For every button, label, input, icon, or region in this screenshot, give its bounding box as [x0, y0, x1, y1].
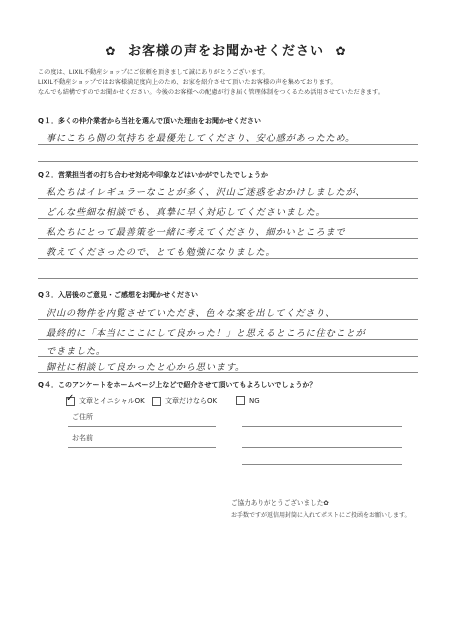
answer-rule: [38, 161, 418, 162]
title-text: お客様の声をお聞かせください: [127, 44, 324, 59]
answer-rule: [38, 238, 418, 239]
answer-rule: [38, 319, 418, 320]
checkbox[interactable]: [152, 397, 161, 406]
question-3: Q３．入居後のご意見・ご感想をお聞かせください: [38, 291, 198, 299]
option-label: 文章とイニシャルOK: [79, 397, 145, 405]
name-label: お名前: [72, 434, 93, 442]
answer-2-line: 教えてくださったので、とても勉強になりました。: [46, 247, 276, 258]
return-note: お手数ですが返信用封筒に入れてポストにご投函をお願いします。: [231, 512, 411, 519]
answer-1-line: 事にこちら側の気持ちを最優先してくださり、安心感があったため。: [46, 133, 356, 144]
checkbox[interactable]: [66, 392, 75, 406]
option-text-only[interactable]: [152, 396, 217, 406]
answer-rule: [38, 339, 418, 340]
option-label: NG: [249, 396, 260, 405]
check-icon: ✓: [66, 392, 75, 404]
answer-rule: [38, 356, 418, 357]
answer-rule: [38, 198, 418, 199]
intro-line: LIXIL不動産ショップではお客様満足度向上のため、お家を紹介させて頂いたお客様の声を集めております。: [38, 79, 337, 86]
option-ng[interactable]: [236, 396, 260, 405]
name-line: [242, 447, 402, 448]
answer-2-line: 私たちにとって最善策を一緒に考えてくださり、細かいところまで: [46, 227, 346, 238]
flower-icon: ✿: [105, 44, 117, 58]
flower-icon: ✿: [335, 44, 347, 58]
intro-line: この度は、LIXIL不動産ショップにご依頼を頂きまして誠にありがとうございます。: [38, 69, 269, 76]
answer-3-line: 御社に相談して良かったと心から思います。: [46, 362, 246, 373]
answer-rule: [38, 278, 418, 279]
question-2: Q２．営業担当者の打ち合わせ対応や印象などはいかがでしたでしょうか: [38, 171, 268, 179]
answer-rule: [38, 144, 418, 145]
option-label: 文章だけならOK: [165, 397, 218, 405]
intro-text: [38, 68, 418, 98]
question-1: Q１．多くの仲介業者から当社を選んで頂いた理由をお聞かせください: [38, 117, 261, 125]
checkbox[interactable]: [236, 396, 245, 405]
page-title: [0, 40, 452, 59]
address-line: [68, 426, 216, 427]
answer-2-line: どんな些細な相談でも、真摯に早く対応してくださいました。: [46, 207, 326, 218]
answer-3-line: できました。: [46, 346, 106, 357]
answer-rule: [38, 258, 418, 259]
answer-rule: [38, 218, 418, 219]
answer-3-line: 沢山の物件を内覧させていただき、色々な案を出してくださり、: [46, 308, 336, 319]
question-4: Q４．このアンケートをホームページ上などで紹介させて頂いてもよろしいでしょうか？: [38, 381, 317, 389]
intro-line: なんでも結構ですのでお聞かせください。今後のお客様への配慮が行き届く管理体制をつくるため活用させていただきます。: [38, 89, 385, 96]
option-text-and-initial[interactable]: [66, 392, 145, 406]
answer-2-line: 私たちはイレギュラーなことが多く、沢山ご迷惑をおかけしましたが、: [46, 187, 366, 198]
thanks-text: ご協力ありがとうございました✿: [231, 499, 329, 507]
address-label: ご住所: [72, 413, 93, 421]
extra-line: [242, 464, 402, 465]
address-line: [242, 426, 402, 427]
name-line: [68, 447, 216, 448]
answer-rule: [38, 372, 418, 373]
answer-3-line: 最終的に「本当にここにして良かった！」と思えるところに住むことが: [46, 328, 366, 339]
